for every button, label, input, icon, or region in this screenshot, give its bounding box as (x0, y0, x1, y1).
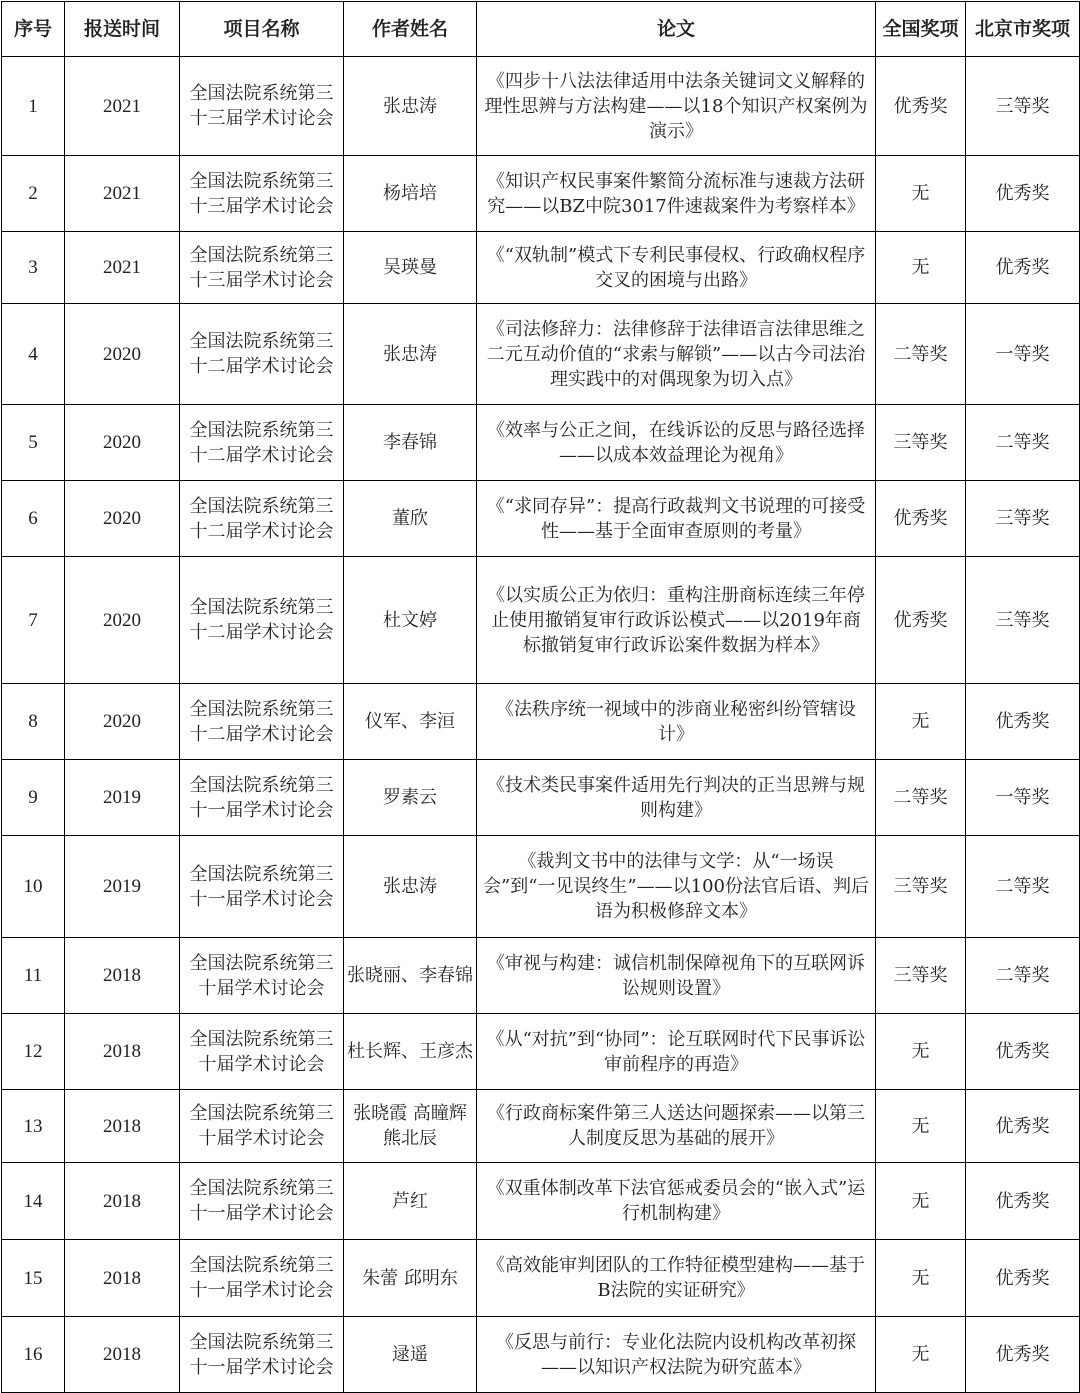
cell-no: 16 (2, 1317, 65, 1393)
cell-no: 14 (2, 1163, 65, 1240)
cell-project: 全国法院系统第三十一届学术讨论会 (180, 760, 344, 836)
cell-author: 张忠涛 (344, 836, 477, 938)
cell-no: 13 (2, 1090, 65, 1163)
cell-national-award: 三等奖 (876, 405, 966, 481)
table-row (2, 684, 1080, 760)
cell-beijing-award: 优秀奖 (966, 1090, 1080, 1163)
table-row (2, 760, 1080, 836)
header-year: 报送时间 (65, 2, 180, 57)
cell-paper: 《反思与前行：专业化法院内设机构改革初探——以知识产权法院为研究蓝本》 (477, 1317, 876, 1393)
header-national-award: 全国奖项 (876, 2, 966, 57)
cell-year: 2018 (65, 1090, 180, 1163)
cell-author: 杨培培 (344, 156, 477, 232)
cell-year: 2021 (65, 232, 180, 304)
cell-beijing-award: 优秀奖 (966, 232, 1080, 304)
cell-paper: 《知识产权民事案件繁简分流标准与速裁方法研究——以BZ中院3017件速裁案件为考察样本》 (477, 156, 876, 232)
table-row (2, 1163, 1080, 1240)
cell-project: 全国法院系统第三十二届学术讨论会 (180, 304, 344, 405)
cell-no: 12 (2, 1014, 65, 1090)
table-row (2, 232, 1080, 304)
cell-year: 2019 (65, 760, 180, 836)
cell-project: 全国法院系统第三十一届学术讨论会 (180, 836, 344, 938)
header-no: 序号 (2, 2, 65, 57)
cell-project: 全国法院系统第三十二届学术讨论会 (180, 684, 344, 760)
cell-author: 罗素云 (344, 760, 477, 836)
cell-project: 全国法院系统第三十二届学术讨论会 (180, 557, 344, 684)
cell-author: 张忠涛 (344, 57, 477, 156)
cell-no: 15 (2, 1240, 65, 1317)
cell-year: 2020 (65, 304, 180, 405)
cell-no: 3 (2, 232, 65, 304)
cell-project: 全国法院系统第三十一届学术讨论会 (180, 1163, 344, 1240)
cell-beijing-award: 优秀奖 (966, 1317, 1080, 1393)
cell-paper: 《法秩序统一视域中的涉商业秘密纠纷管辖设计》 (477, 684, 876, 760)
cell-project: 全国法院系统第三十届学术讨论会 (180, 1090, 344, 1163)
cell-project: 全国法院系统第三十届学术讨论会 (180, 1014, 344, 1090)
cell-year: 2021 (65, 156, 180, 232)
cell-no: 2 (2, 156, 65, 232)
header-project: 项目名称 (180, 2, 344, 57)
cell-author: 张忠涛 (344, 304, 477, 405)
cell-author: 杜文婷 (344, 557, 477, 684)
cell-paper: 《双重体制改革下法官惩戒委员会的“嵌入式”运行机制构建》 (477, 1163, 876, 1240)
cell-project: 全国法院系统第三十三届学术讨论会 (180, 57, 344, 156)
cell-author: 张晓霞 高瞳辉 熊北辰 (344, 1090, 477, 1163)
table-row (2, 836, 1080, 938)
cell-no: 5 (2, 405, 65, 481)
cell-national-award: 无 (876, 1090, 966, 1163)
cell-beijing-award: 一等奖 (966, 760, 1080, 836)
cell-paper: 《“双轨制”模式下专利民事侵权、行政确权程序交叉的困境与出路》 (477, 232, 876, 304)
cell-paper: 《审视与构建：诚信机制保障视角下的互联网诉讼规则设置》 (477, 938, 876, 1014)
cell-author: 李春锦 (344, 405, 477, 481)
cell-beijing-award: 三等奖 (966, 481, 1080, 557)
cell-no: 1 (2, 57, 65, 156)
table-row (2, 405, 1080, 481)
cell-national-award: 二等奖 (876, 760, 966, 836)
cell-no: 4 (2, 304, 65, 405)
cell-paper: 《司法修辞力：法律修辞于法律语言法律思维之二元互动价值的“求索与解锁”——以古今司法治理实践中的对偶现象为切入点》 (477, 304, 876, 405)
cell-year: 2018 (65, 1317, 180, 1393)
cell-author: 张晓丽、李春锦 (344, 938, 477, 1014)
cell-paper: 《裁判文书中的法律与文学：从“一场误会”到“一见误终生”——以100份法官后语、判后语为积极修辞文本》 (477, 836, 876, 938)
table-row (2, 1240, 1080, 1317)
cell-no: 10 (2, 836, 65, 938)
cell-national-award: 无 (876, 156, 966, 232)
cell-paper: 《以实质公正为依归：重构注册商标连续三年停止使用撤销复审行政诉讼模式——以2019年商标撤销复审行政诉讼案件数据为样本》 (477, 557, 876, 684)
awards-table (1, 1, 1080, 1393)
cell-national-award: 优秀奖 (876, 557, 966, 684)
cell-paper: 《“求同存异”：提高行政裁判文书说理的可接受性——基于全面审查原则的考量》 (477, 481, 876, 557)
cell-paper: 《技术类民事案件适用先行判决的正当思辨与规则构建》 (477, 760, 876, 836)
header-row (2, 2, 1080, 57)
cell-beijing-award: 优秀奖 (966, 1240, 1080, 1317)
cell-beijing-award: 优秀奖 (966, 156, 1080, 232)
table-row (2, 1090, 1080, 1163)
table-row (2, 557, 1080, 684)
cell-year: 2020 (65, 405, 180, 481)
table-row (2, 1317, 1080, 1393)
cell-national-award: 无 (876, 1317, 966, 1393)
cell-no: 6 (2, 481, 65, 557)
cell-no: 8 (2, 684, 65, 760)
cell-beijing-award: 一等奖 (966, 304, 1080, 405)
cell-no: 11 (2, 938, 65, 1014)
cell-year: 2018 (65, 1240, 180, 1317)
table-row (2, 481, 1080, 557)
cell-national-award: 二等奖 (876, 304, 966, 405)
cell-national-award: 无 (876, 1240, 966, 1317)
cell-no: 9 (2, 760, 65, 836)
cell-project: 全国法院系统第三十届学术讨论会 (180, 938, 344, 1014)
header-beijing-award: 北京市奖项 (966, 2, 1080, 57)
cell-national-award: 优秀奖 (876, 481, 966, 557)
cell-year: 2020 (65, 684, 180, 760)
cell-national-award: 无 (876, 1163, 966, 1240)
cell-paper: 《高效能审判团队的工作特征模型建构——基于B法院的实证研究》 (477, 1240, 876, 1317)
cell-national-award: 优秀奖 (876, 57, 966, 156)
cell-beijing-award: 三等奖 (966, 57, 1080, 156)
cell-beijing-award: 二等奖 (966, 405, 1080, 481)
table-row (2, 1014, 1080, 1090)
cell-no: 7 (2, 557, 65, 684)
cell-project: 全国法院系统第三十一届学术讨论会 (180, 1240, 344, 1317)
cell-paper: 《从“对抗”到“协同”：论互联网时代下民事诉讼审前程序的再造》 (477, 1014, 876, 1090)
cell-paper: 《四步十八法法律适用中法条关键词文义解释的理性思辨与方法构建——以18个知识产权案例为演示》 (477, 57, 876, 156)
cell-paper: 《行政商标案件第三人送达问题探索——以第三人制度反思为基础的展开》 (477, 1090, 876, 1163)
cell-beijing-award: 优秀奖 (966, 1014, 1080, 1090)
cell-year: 2018 (65, 938, 180, 1014)
cell-author: 仪军、李洹 (344, 684, 477, 760)
header-author: 作者姓名 (344, 2, 477, 57)
cell-author: 吴瑛曼 (344, 232, 477, 304)
cell-author: 董欣 (344, 481, 477, 557)
cell-project: 全国法院系统第三十三届学术讨论会 (180, 232, 344, 304)
cell-beijing-award: 二等奖 (966, 836, 1080, 938)
table-row (2, 57, 1080, 156)
cell-year: 2020 (65, 557, 180, 684)
cell-beijing-award: 优秀奖 (966, 1163, 1080, 1240)
cell-year: 2019 (65, 836, 180, 938)
cell-author: 朱蕾 邱明东 (344, 1240, 477, 1317)
cell-national-award: 无 (876, 684, 966, 760)
cell-national-award: 三等奖 (876, 836, 966, 938)
table-body (2, 57, 1080, 1393)
header-paper: 论文 (477, 2, 876, 57)
table-row (2, 156, 1080, 232)
cell-beijing-award: 优秀奖 (966, 684, 1080, 760)
cell-author: 杜长辉、王彦杰 (344, 1014, 477, 1090)
cell-project: 全国法院系统第三十二届学术讨论会 (180, 481, 344, 557)
cell-project: 全国法院系统第三十一届学术讨论会 (180, 1317, 344, 1393)
cell-year: 2018 (65, 1163, 180, 1240)
cell-paper: 《效率与公正之间，在线诉讼的反思与路径选择——以成本效益理论为视角》 (477, 405, 876, 481)
table-row (2, 304, 1080, 405)
cell-beijing-award: 三等奖 (966, 557, 1080, 684)
cell-year: 2018 (65, 1014, 180, 1090)
cell-national-award: 无 (876, 232, 966, 304)
table-row (2, 938, 1080, 1014)
cell-author: 芦红 (344, 1163, 477, 1240)
cell-national-award: 三等奖 (876, 938, 966, 1014)
cell-project: 全国法院系统第三十三届学术讨论会 (180, 156, 344, 232)
cell-beijing-award: 二等奖 (966, 938, 1080, 1014)
cell-year: 2021 (65, 57, 180, 156)
cell-project: 全国法院系统第三十二届学术讨论会 (180, 405, 344, 481)
cell-year: 2020 (65, 481, 180, 557)
cell-author: 逯遥 (344, 1317, 477, 1393)
cell-national-award: 无 (876, 1014, 966, 1090)
